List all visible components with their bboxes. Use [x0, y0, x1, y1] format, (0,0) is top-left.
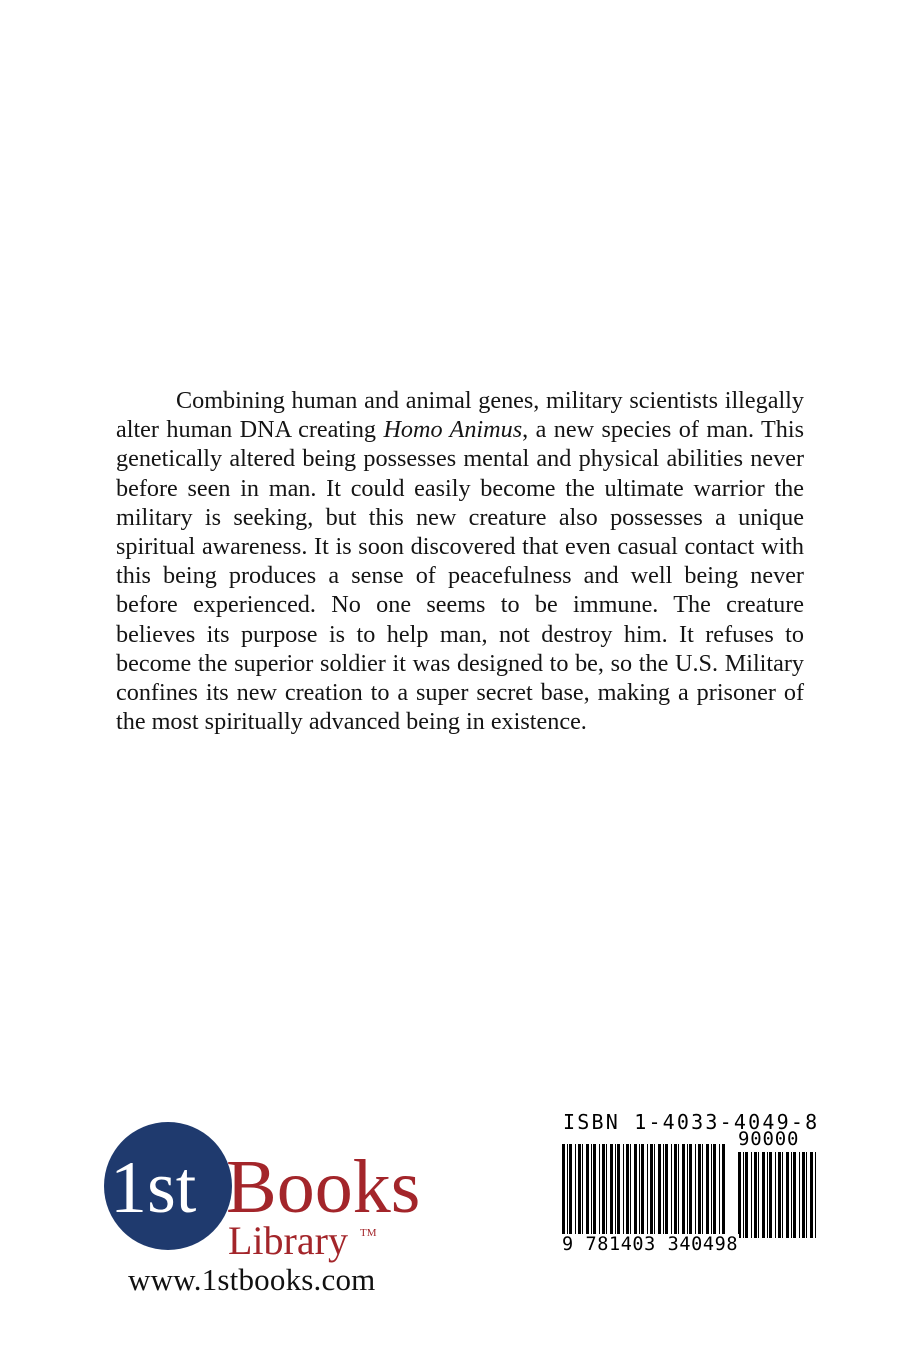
barcode-bar: [569, 1144, 572, 1236]
barcode-bar: [615, 1144, 616, 1236]
barcode-bar: [687, 1144, 688, 1236]
barcode-bar: [722, 1144, 725, 1236]
back-cover-blurb: [116, 386, 804, 736]
barcode-bar: [689, 1144, 692, 1236]
logo-1st-text: 1st: [110, 1147, 197, 1229]
barcode-bar: [767, 1152, 768, 1238]
barcode-bar: [593, 1144, 596, 1236]
barcode-bar: [591, 1144, 592, 1236]
barcode-bar: [650, 1144, 653, 1236]
barcode-bar: [711, 1144, 712, 1236]
blurb-text-start: Combining human and animal genes, military scientists illegally alter human DNA creating: [116, 387, 804, 444]
barcode-bar: [754, 1152, 757, 1238]
barcode-bar: [743, 1152, 744, 1238]
barcode-bar: [738, 1152, 741, 1238]
price-code-label: 90000: [738, 1128, 800, 1150]
barcode-bar: [617, 1144, 620, 1236]
barcode-bar: [806, 1152, 807, 1238]
barcode-bar: [751, 1152, 752, 1238]
barcode-bar: [610, 1144, 613, 1236]
isbn-label: ISBN 1-4033-4049-8: [563, 1110, 820, 1134]
blurb-paragraph: [116, 386, 804, 736]
barcode-bar: [775, 1152, 776, 1238]
barcode-bar: [665, 1144, 668, 1236]
barcode-bar: [671, 1144, 672, 1236]
barcode-bar: [586, 1144, 589, 1236]
barcode-bar: [706, 1144, 709, 1236]
barcode-bar: [582, 1144, 583, 1236]
barcode-bar: [762, 1152, 765, 1238]
barcode-bar: [799, 1152, 800, 1238]
logo-library-text: Library: [228, 1218, 348, 1263]
barcode-bar: [630, 1144, 631, 1236]
barcode-bar: [791, 1152, 792, 1238]
barcode-bar: [682, 1144, 685, 1236]
barcode-bar: [575, 1144, 576, 1236]
barcode-bar: [602, 1144, 605, 1236]
barcode-bar: [623, 1144, 624, 1236]
barcode-bar: [745, 1152, 748, 1238]
species-title: Homo Animus: [383, 416, 523, 444]
barcode-bar: [793, 1152, 796, 1238]
barcode-bar: [654, 1144, 655, 1236]
barcode-bar: [758, 1152, 759, 1238]
barcode-bar: [578, 1144, 581, 1236]
barcode-bar: [786, 1152, 789, 1238]
barcode-bar: [641, 1144, 644, 1236]
barcode-bar: [626, 1144, 629, 1236]
barcode-bar: [810, 1152, 813, 1238]
barcode-bar: [678, 1144, 679, 1236]
barcode-bar: [658, 1144, 661, 1236]
barcode-bar: [663, 1144, 664, 1236]
barcode-bar: [782, 1152, 783, 1238]
barcode-bar: [639, 1144, 640, 1236]
barcode-bar: [567, 1144, 568, 1236]
barcode-bar: [698, 1144, 701, 1236]
barcode-bar: [562, 1144, 565, 1236]
barcode-bar: [647, 1144, 648, 1236]
barcode-bar: [702, 1144, 703, 1236]
barcode-bar: [778, 1152, 781, 1238]
barcode-bar: [674, 1144, 677, 1236]
logo-tm-text: TM: [360, 1227, 377, 1239]
barcode-bar: [719, 1144, 720, 1236]
publisher-logo: [104, 1122, 444, 1282]
barcode-bar: [695, 1144, 696, 1236]
barcode-bar: [802, 1152, 805, 1238]
barcode-bar: [815, 1152, 816, 1238]
barcode-bar: [599, 1144, 600, 1236]
logo-books-text: Books: [226, 1145, 421, 1229]
barcode-bar: [634, 1144, 637, 1236]
blurb-text-rest: , a new species of man. This genetically altered being possesses mental and physical abilities never before seen in man. It could easily become the ultimate warrior the military is seeking, but this new creature also possesses a unique spiritual awareness. It is soon discovered that even casual contact with this being produces a sense of peacefulness and well being never before experienced. No one seems to be immune. The creature believes its purpose is to help man, not destroy him. It refuses to become the superior soldier it was designed to be, so the U.S. Military confines its new creation to a super secret base, making a prisoner of the most spiritually advanced being in existence.: [116, 416, 804, 736]
barcode-bar: [606, 1144, 607, 1236]
barcode-bar: [769, 1152, 772, 1238]
publisher-url: www.1stbooks.com: [128, 1262, 376, 1297]
barcode-bar: [713, 1144, 716, 1236]
ean-number-label: 9 781403 340498: [562, 1234, 739, 1255]
